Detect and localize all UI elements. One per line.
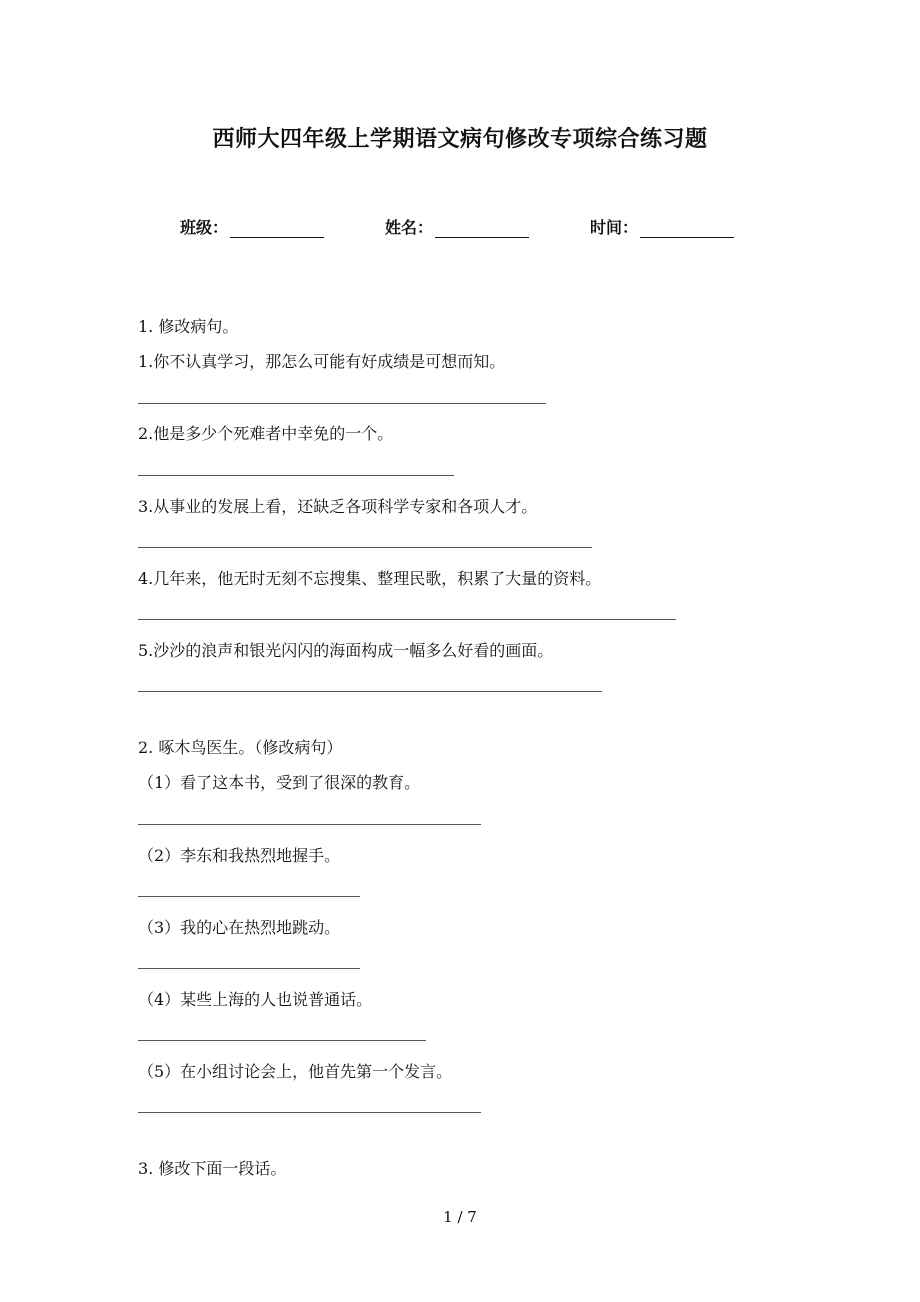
question-1-2: 2.他是多少个死难者中幸免的一个。 <box>138 424 394 443</box>
answer-line-2-3[interactable] <box>138 968 360 969</box>
section-1-heading: 1. 修改病句。 <box>138 317 239 336</box>
answer-line-1-5[interactable] <box>138 691 602 692</box>
question-1-1: 1.你不认真学习，那怎么可能有好成绩是可想而知。 <box>138 352 506 371</box>
time-blank[interactable] <box>640 219 734 238</box>
answer-line-1-3[interactable] <box>138 547 592 548</box>
question-2-3: （3）我的心在热烈地跳动。 <box>138 918 341 937</box>
question-1-3: 3.从事业的发展上看，还缺乏各项科学专家和各项人才。 <box>138 497 538 516</box>
page-title: 西师大四年级上学期语文病句修改专项综合练习题 <box>212 127 708 152</box>
section-2-heading: 2. 啄木鸟医生。（修改病句） <box>138 738 343 757</box>
name-field <box>385 215 529 238</box>
answer-line-2-4[interactable] <box>138 1040 426 1041</box>
section-3-heading: 3. 修改下面一段话。 <box>138 1159 287 1178</box>
question-1-4: 4.几年来，他无时无刻不忘搜集、整理民歌，积累了大量的资料。 <box>138 569 602 588</box>
answer-line-1-4[interactable] <box>138 619 676 620</box>
class-label: 班级： <box>180 218 229 237</box>
page-number: 1 / 7 <box>443 1208 477 1226</box>
time-field <box>590 215 734 238</box>
answer-line-1-1[interactable] <box>138 403 546 404</box>
question-2-5: （5）在小组讨论会上，他首先第一个发言。 <box>138 1062 453 1081</box>
question-1-5: 5.沙沙的浪声和银光闪闪的海面构成一幅多么好看的画面。 <box>138 641 554 660</box>
class-blank[interactable] <box>230 219 324 238</box>
time-label: 时间： <box>590 218 639 237</box>
answer-line-2-5[interactable] <box>138 1112 481 1113</box>
question-2-2: （2）李东和我热烈地握手。 <box>138 846 341 865</box>
question-2-4: （4）某些上海的人也说普通话。 <box>138 990 373 1009</box>
answer-line-2-2[interactable] <box>138 896 360 897</box>
answer-line-2-1[interactable] <box>138 824 481 825</box>
name-label: 姓名： <box>385 218 434 237</box>
name-blank[interactable] <box>435 219 529 238</box>
class-field <box>180 215 324 238</box>
answer-line-1-2[interactable] <box>138 475 454 476</box>
question-2-1: （1）看了这本书，受到了很深的教育。 <box>138 773 421 792</box>
